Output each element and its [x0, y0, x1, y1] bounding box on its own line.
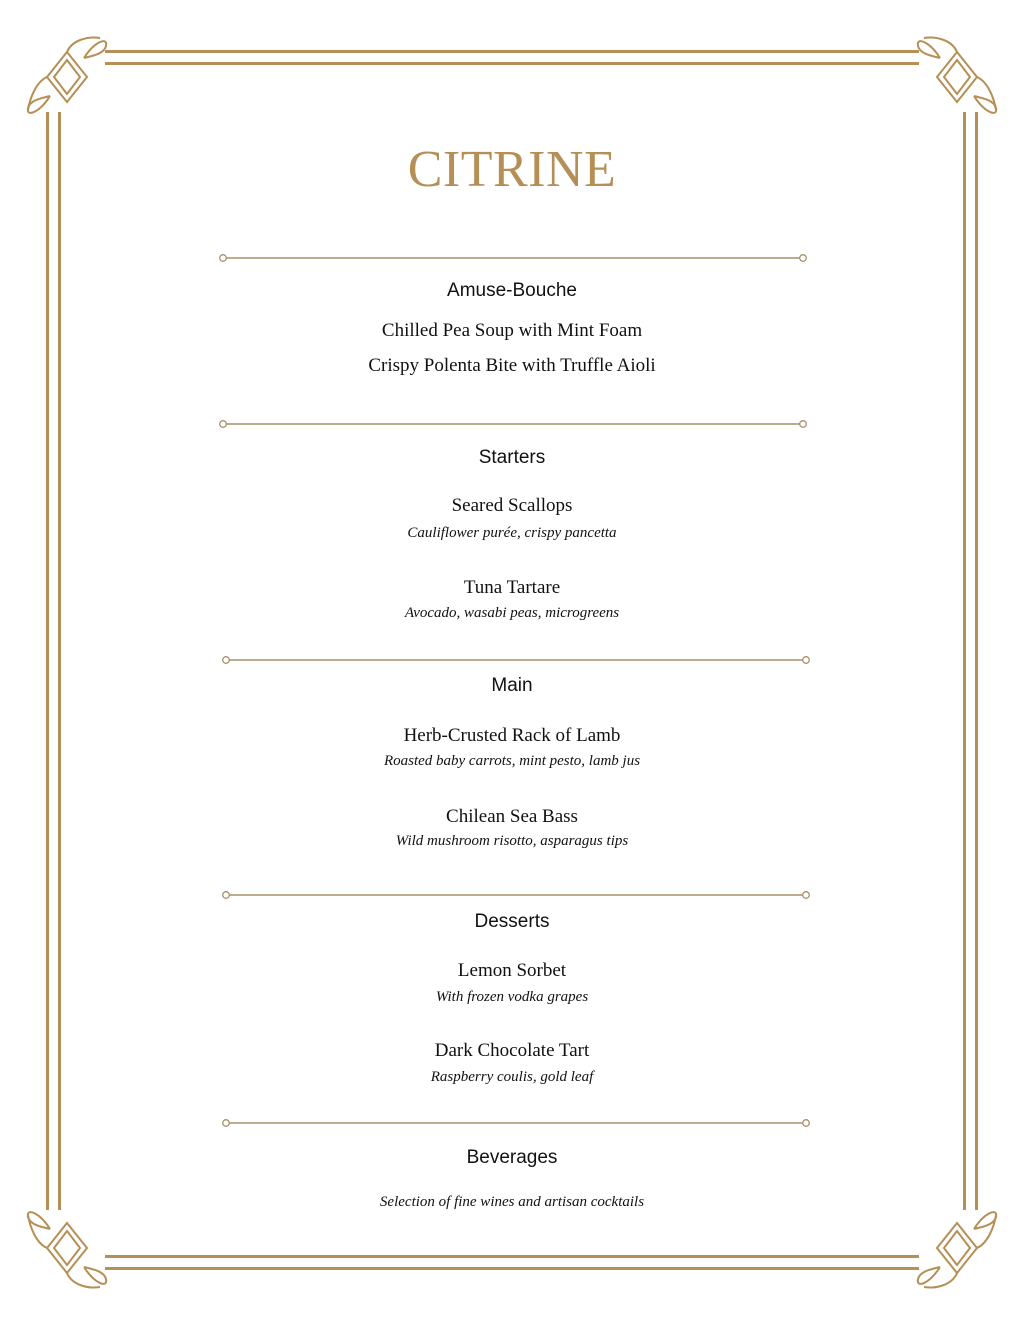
section-divider-icon [222, 1118, 810, 1128]
menu-item-name: Seared Scallops [451, 495, 573, 516]
corner-ornament-bottom-right-icon [912, 1203, 1002, 1293]
menu-item-description: Raspberry coulis, gold leaf [430, 1069, 594, 1085]
restaurant-title: CITRINE [407, 141, 617, 198]
beverages-note: Selection of fine wines and artisan cocktails [379, 1194, 645, 1210]
border-top-inner [105, 62, 919, 65]
menu-item-name: Herb-Crusted Rack of Lamb [403, 725, 621, 746]
menu-item-name: Chilean Sea Bass [446, 806, 578, 827]
corner-ornament-top-left-icon [22, 32, 112, 122]
section-title-main: Main [491, 675, 533, 696]
menu-item-description: Wild mushroom risotto, asparagus tips [395, 833, 629, 849]
border-bottom-outer [105, 1267, 919, 1270]
section-divider-icon [219, 253, 807, 263]
menu-item-description: With frozen vodka grapes [435, 989, 589, 1005]
menu-item-name: Chilled Pea Soup with Mint Foam [381, 320, 643, 341]
section-divider-icon [222, 890, 810, 900]
corner-ornament-top-right-icon [912, 32, 1002, 122]
corner-ornament-bottom-left-icon [22, 1203, 112, 1293]
section-divider-icon [219, 419, 807, 429]
section-title-amuse-bouche: Amuse-Bouche [447, 280, 577, 301]
menu-item-description: Cauliflower purée, crispy pancetta [407, 525, 617, 541]
menu-item-name: Dark Chocolate Tart [434, 1040, 590, 1061]
section-title-beverages: Beverages [466, 1147, 558, 1168]
section-divider-icon [222, 655, 810, 665]
border-bottom-inner [105, 1255, 919, 1258]
menu-item-name: Crispy Polenta Bite with Truffle Aioli [368, 355, 656, 376]
menu-item-name: Tuna Tartare [463, 577, 561, 598]
menu-item-name: Lemon Sorbet [457, 960, 567, 981]
menu-item-description: Avocado, wasabi peas, microgreens [404, 605, 620, 621]
section-title-desserts: Desserts [474, 911, 550, 932]
menu-item-description: Roasted baby carrots, mint pesto, lamb jus [383, 753, 641, 769]
section-title-starters: Starters [478, 447, 546, 468]
border-top-outer [105, 50, 919, 53]
